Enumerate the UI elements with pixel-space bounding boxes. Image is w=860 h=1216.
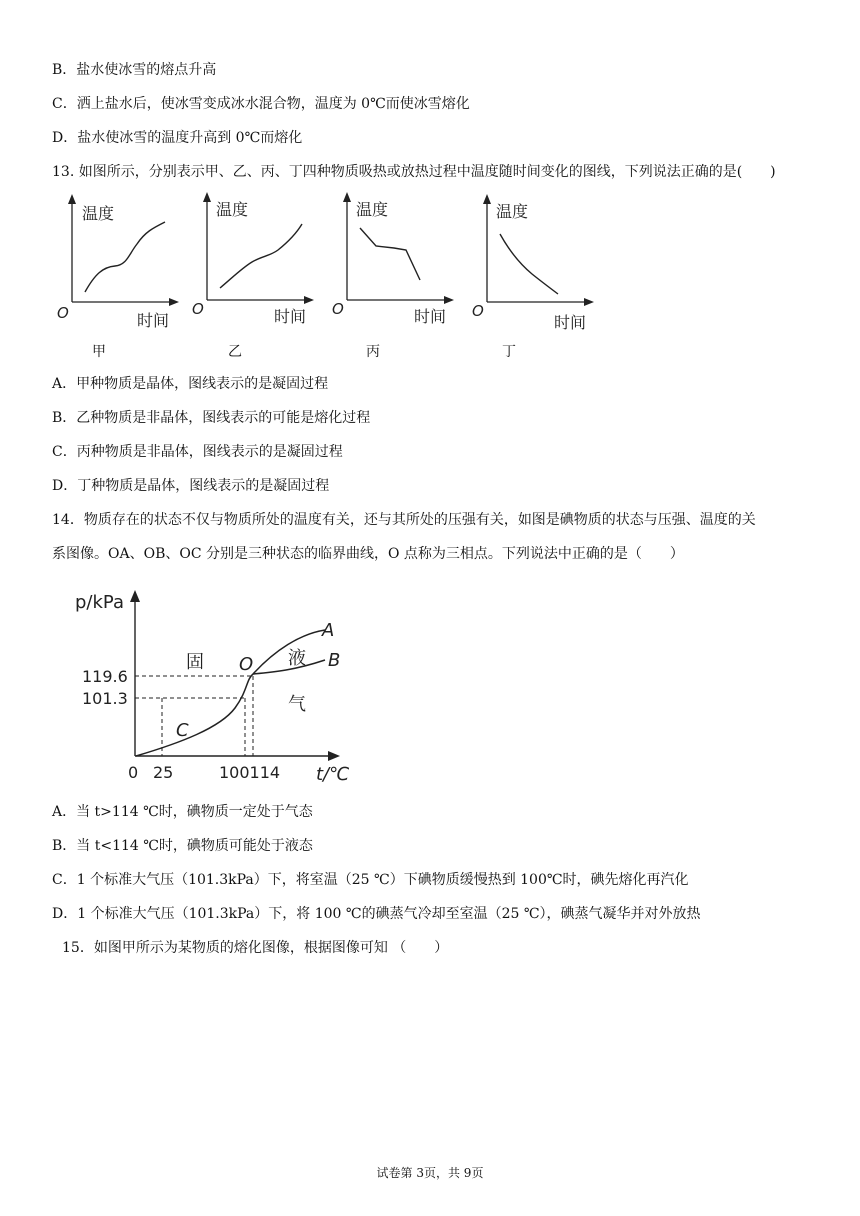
q14-curve-a: A <box>322 620 335 641</box>
q14-region-gas: 气 <box>288 694 306 715</box>
q13-caption-jia: 甲 <box>92 344 106 360</box>
q14-region-liquid: 液 <box>288 648 306 669</box>
q14-xtick-0: 0 <box>128 763 139 782</box>
q13-caption-bing: 丙 <box>366 344 380 360</box>
q13-graph-ding <box>470 192 600 342</box>
q15-stem: 15．如图甲所示为某物质的熔化图像，根据图像可知 （ ） <box>62 940 449 956</box>
q14-curve-c: C <box>176 720 189 741</box>
q12-option-c: C．洒上盐水后，使冰雪变成冰水混合物，温度为 0℃而使冰雪熔化 <box>52 96 470 112</box>
q14-region-solid: 固 <box>186 652 204 673</box>
q13-jia-ylabel: 温度 <box>82 204 115 223</box>
q13-yi-ylabel: 温度 <box>216 200 249 219</box>
page-footer: 试卷第 3页，共 9页 <box>376 1166 484 1180</box>
q13-ding-xlabel: 时间 <box>554 313 587 332</box>
q13-option-a: A．甲种物质是晶体，图线表示的是凝固过程 <box>52 376 329 392</box>
q14-option-c: C．1 个标准大气压（101.3kPa）下，将室温（25 ℃）下碘物质缓慢热到 100℃时，碘先熔化再汽化 <box>52 872 689 888</box>
q13-jia-origin: O <box>57 304 69 322</box>
q13-stem: 13. 如图所示，分别表示甲、乙、丙、丁四种物质吸热或放热过程中温度随时间变化的图线，下列说法正确的是( ) <box>52 164 776 180</box>
q13-yi-origin: O <box>192 300 204 318</box>
q13-option-d: D．丁种物质是晶体，图线表示的是凝固过程 <box>52 478 330 494</box>
q12-option-d: D．盐水使冰雪的温度升高到 0℃而熔化 <box>52 130 303 146</box>
q13-graph-yi <box>190 190 320 340</box>
q13-jia-xlabel: 时间 <box>137 311 170 330</box>
q14-xlabel: t/℃ <box>316 764 350 785</box>
q13-graph-jia <box>55 192 185 342</box>
q13-caption-yi: 乙 <box>228 344 242 360</box>
q13-bing-origin: O <box>332 300 344 318</box>
q13-ding-origin: O <box>472 302 484 320</box>
q14-stem-line1: 14．物质存在的状态不仅与物质所处的温度有关，还与其所处的压强有关，如图是碘物质的状态与压强、温度的关 <box>52 512 756 528</box>
q14-stem-line2: 系图像。OA、OB、OC 分别是三种状态的临界曲线，O 点称为三相点。下列说法中正确的是（ ） <box>52 546 684 562</box>
q13-option-b: B．乙种物质是非晶体，图线表示的可能是熔化过程 <box>52 410 371 426</box>
q14-ytick-1196: 119.6 <box>82 667 128 686</box>
q14-ylabel: p/kPa <box>75 592 124 613</box>
q13-caption-ding: 丁 <box>502 344 516 360</box>
q13-bing-xlabel: 时间 <box>414 307 447 326</box>
q13-option-c: C．丙种物质是非晶体，图线表示的是凝固过程 <box>52 444 343 460</box>
q14-point-o: O <box>239 654 254 675</box>
q14-option-a: A．当 t>114 ℃时，碘物质一定处于气态 <box>52 804 313 820</box>
q14-xtick-25: 25 <box>153 763 174 782</box>
q13-bing-ylabel: 温度 <box>356 200 389 219</box>
q14-curve-b: B <box>328 650 341 671</box>
q13-yi-xlabel: 时间 <box>274 307 307 326</box>
q14-option-b: B．当 t<114 ℃时，碘物质可能处于液态 <box>52 838 313 854</box>
q14-ytick-1013: 101.3 <box>82 689 128 708</box>
q13-ding-ylabel: 温度 <box>496 202 529 221</box>
q14-option-d: D．1 个标准大气压（101.3kPa）下，将 100 ℃的碘蒸气冷却至室温（25 ℃），碘蒸气凝华并对外放热 <box>52 906 701 922</box>
q14-xtick-100-114: 100114 <box>219 763 281 782</box>
q13-graph-bing <box>330 190 460 340</box>
q14-phase-diagram <box>70 588 360 788</box>
q12-option-b: B．盐水使冰雪的熔点升高 <box>52 62 217 78</box>
